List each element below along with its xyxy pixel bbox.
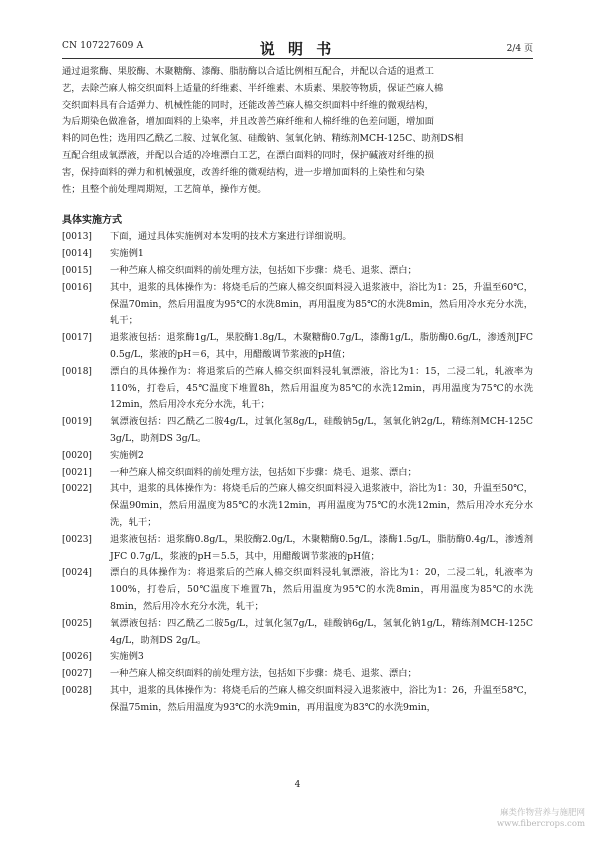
paragraph-number: [0013] (62, 232, 92, 243)
paragraph (62, 246, 533, 263)
publication-number: CN 107227609 A (62, 41, 144, 51)
paragraph (62, 616, 533, 650)
paragraph-number: [0025] (62, 618, 92, 629)
page-count: 2/4 页 (506, 44, 533, 54)
paragraph (62, 649, 533, 666)
paragraph-number: [0026] (62, 652, 92, 663)
paragraph (62, 666, 533, 683)
paragraph-number: [0019] (62, 417, 92, 428)
paragraph-number: [0018] (62, 366, 92, 377)
section-heading: 具体实施方式 (62, 215, 122, 227)
paragraph (62, 448, 533, 465)
paragraph-text: 一种苎麻人棉交织面料的前处理方法，包括如下步骤：烧毛、退浆、漂白； (110, 466, 417, 478)
paragraph (62, 532, 533, 566)
paragraph (62, 565, 533, 615)
paragraph-number: [0024] (62, 568, 92, 579)
paragraph-text: 漂白的具体操作为：将退浆后的苎麻人棉交织面料浸轧氧漂液，浴比为1：15，二浸二轧，轧液率为110%，打卷后，45℃温度下堆置8h，然后用温度为85℃的水洗12min，再用温度为75℃的水洗12min，然后用冷水充分水洗，轧干； (110, 365, 533, 411)
paragraph-number: [0027] (62, 669, 92, 680)
paragraph-text: 其中，退浆的具体操作为：将烧毛后的苎麻人棉交织面料浸入退浆液中，浴比为1：30，升温至50℃，保温90min，然后用温度为85℃的水洗12min，再用温度为75℃的水洗12min，然后用冷水充分水洗，轧干； (110, 483, 533, 528)
paragraph-number: [0022] (62, 484, 92, 495)
paragraph-number: [0021] (62, 467, 92, 478)
paragraph-number: [0017] (62, 333, 92, 344)
paragraph-number: [0020] (62, 450, 92, 461)
paragraph (62, 465, 533, 482)
header-rule (62, 58, 533, 59)
intro-paragraph (62, 64, 533, 198)
paragraph-text: 一种苎麻人棉交织面料的前处理方法，包括如下步骤：烧毛、退浆、漂白； (110, 264, 417, 276)
page-number: 4 (294, 780, 301, 790)
paragraph (62, 229, 533, 246)
watermark-title: 麻类作物营养与施肥网 (499, 808, 585, 818)
page-header (62, 38, 533, 56)
intro-line: 通过退浆酶、果胶酶、木聚糖酶、漆酶、脂肪酶以合适比例相互配合，并配以合适的退煮工 (62, 66, 434, 77)
paragraph-text: 下面，通过具体实施例对本发明的技术方案进行详细说明。 (110, 231, 352, 243)
intro-line: 交织面料具有合适弹力、机械性能的同时，还能改善苎麻人棉交织面料中纤维的微观结构， (62, 99, 434, 111)
paragraph-text: 氧漂液包括：四乙酰乙二胺5g/L，过氧化氢7g/L，硅酸钠6g/L，氢氧化钠1g/L，精练剂MCH-125C 4g/L，助剂DS 2g/L。 (110, 617, 533, 646)
paragraph-text: 实施例3 (110, 651, 144, 663)
paragraph-text: 其中，退浆的具体操作为：将烧毛后的苎麻人棉交织面料浸入退浆液中，浴比为1：25，升温至60℃，保温70min，然后用温度为95℃的水洗8min，再用温度为85℃的水洗8min，然后用冷水充分水洗，轧干； (110, 281, 533, 327)
paragraph-text: 实施例2 (110, 449, 144, 461)
intro-line: 艺，去除苎麻人棉交织面料上适量的纤维素、半纤维素、木质素、果胶等物质，保证苎麻人棉 (62, 82, 444, 94)
paragraph (62, 280, 533, 330)
watermark (497, 808, 585, 830)
paragraph-text: 其中，退浆的具体操作为：将烧毛后的苎麻人棉交织面料浸入退浆液中，浴比为1：26，升温至58℃，保温75min，然后用温度为93℃的水洗9min，再用温度为83℃的水洗9min， (110, 684, 533, 713)
paragraph-text: 实施例1 (110, 248, 144, 260)
paragraph-number: [0023] (62, 534, 92, 545)
paragraph-number: [0028] (62, 685, 92, 696)
paragraph-text: 一种苎麻人棉交织面料的前处理方法，包括如下步骤：烧毛、退浆、漂白； (110, 668, 417, 680)
paragraph (62, 364, 533, 414)
paragraph (62, 481, 533, 531)
paragraph-text: 退浆液包括：退浆酶1g/L，果胶酶1.8g/L，木聚糖酶0.7g/L，漆酶1g/L，脂肪酶0.6g/L，渗透剂JFC 0.5g/L，浆液的pH＝6，其中，用醋酸调节浆液的pH值； (110, 332, 533, 360)
paragraph (62, 330, 533, 364)
paragraph-number: [0015] (62, 265, 92, 276)
paragraph (62, 414, 533, 448)
paragraph-text: 氧漂液包括：四乙酰乙二胺4g/L，过氧化氢8g/L，硅酸钠5g/L，氢氧化钠2g/L，精练剂MCH-125C 3g/L，助剂DS 3g/L。 (110, 416, 533, 444)
watermark-url: www.fibercrops.com (496, 819, 585, 829)
intro-line: 害，保持面料的弹力和机械强度，改善纤维的微观结构，进一步增加面料的上染性和匀染 (62, 166, 425, 178)
intro-line: 料的同色性；选用四乙酰乙二胺、过氧化氢、硅酸钠、氢氧化钠、精练剂MCH-125C、助剂DS相 (62, 133, 464, 145)
paragraph (62, 683, 533, 717)
intro-line: 互配合组成氧漂液，并配以合适的冷堆漂白工艺，在漂白面料的同时，保护碱液对纤维的损 (62, 149, 434, 161)
paragraph (62, 263, 533, 280)
paragraph-number: [0016] (62, 282, 92, 293)
document-body (62, 64, 533, 716)
intro-line: 性；且整个前处理周期短，工艺简单，操作方便。 (62, 183, 267, 195)
intro-line: 为后期染色做准备，增加面料的上染率，并且改善苎麻纤维和人棉纤维的色差问题，增加面 (62, 116, 434, 128)
paragraph-text: 退浆液包括：退浆酶0.8g/L，果胶酶2.0g/L，木聚糖酶0.5g/L，漆酶1.5g/L，脂肪酶0.4g/L，渗透剂JFC 0.7g/L，浆液的pH＝5.5，其中，用醋酸调节浆液的pH值； (110, 533, 533, 562)
document-title: 说 明 书 (259, 40, 336, 58)
paragraph-text: 漂白的具体操作为：将退浆后的苎麻人棉交织面料浸轧氧漂液，浴比为1：20，二浸二轧，轧液率为100%，打卷后，50℃温度下堆置7h，然后用温度为95℃的水洗8min，再用温度为85℃的水洗8min，然后用冷水充分水洗，轧干； (110, 567, 533, 612)
paragraph-number: [0014] (62, 249, 92, 260)
